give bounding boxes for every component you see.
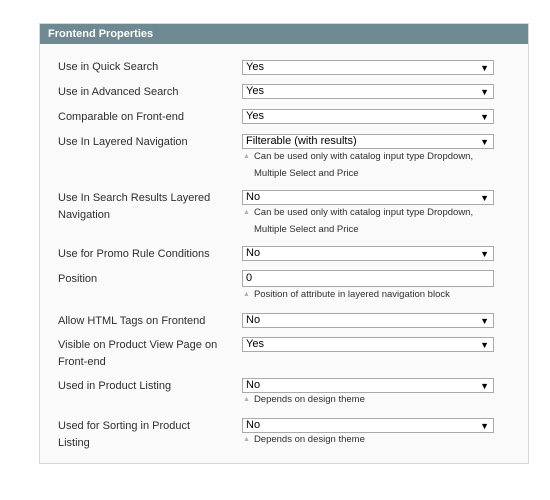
comparable-label: Comparable on Front-end xyxy=(58,111,184,123)
position-input[interactable]: 0 xyxy=(242,270,494,287)
product-listing-value: No xyxy=(246,379,261,391)
note-marker-icon: ▲ xyxy=(243,209,250,216)
advanced-search-label: Use in Advanced Search xyxy=(58,86,179,98)
layered-nav-value: Filterable (with results) xyxy=(246,135,357,147)
product-listing-label: Used in Product Listing xyxy=(58,380,172,392)
note-marker-icon: ▲ xyxy=(243,291,250,298)
chevron-down-icon: ▼ xyxy=(480,381,489,391)
product-listing-select[interactable] xyxy=(242,378,494,393)
comparable-value: Yes xyxy=(246,110,264,122)
layered-nav-note: ▲ Can be used only with catalog input type Dropdown, Multiple Select and Price xyxy=(243,151,474,179)
chevron-down-icon: ▼ xyxy=(480,137,489,147)
chevron-down-icon: ▼ xyxy=(480,63,489,73)
search-layered-nav-note: ▲ Can be used only with catalog input type Dropdown, Multiple Select and Price xyxy=(243,207,474,235)
advanced-search-value: Yes xyxy=(246,85,264,97)
frontend-properties-fieldset xyxy=(39,23,529,464)
note-marker-icon: ▲ xyxy=(243,396,250,403)
quick-search-label: Use in Quick Search xyxy=(58,61,159,73)
html-tags-label: Allow HTML Tags on Frontend xyxy=(58,315,206,327)
note-marker-icon: ▲ xyxy=(243,436,250,443)
sorting-value: No xyxy=(246,419,261,431)
html-tags-value: No xyxy=(246,314,261,326)
promo-rule-value: No xyxy=(246,247,261,259)
sorting-select[interactable] xyxy=(242,418,494,433)
search-layered-nav-value: No xyxy=(246,191,261,203)
visible-on-product-select[interactable] xyxy=(242,337,494,352)
chevron-down-icon: ▼ xyxy=(480,112,489,122)
visible-on-product-value: Yes xyxy=(246,338,264,350)
sorting-note: ▲ Depends on design theme xyxy=(243,434,365,445)
position-note: ▲ Position of attribute in layered navigation block xyxy=(243,289,450,300)
position-label: Position xyxy=(58,273,98,285)
html-tags-select[interactable] xyxy=(242,313,494,328)
layered-nav-label: Use In Layered Navigation xyxy=(58,136,188,148)
chevron-down-icon: ▼ xyxy=(480,87,489,97)
section-title: Frontend Properties xyxy=(40,24,528,44)
quick-search-select[interactable] xyxy=(242,60,494,75)
product-listing-note: ▲ Depends on design theme xyxy=(243,394,365,405)
promo-rule-label: Use for Promo Rule Conditions xyxy=(58,248,210,260)
chevron-down-icon: ▼ xyxy=(480,316,489,326)
promo-rule-select[interactable] xyxy=(242,246,494,261)
quick-search-value: Yes xyxy=(246,61,264,73)
sorting-label: Used for Sorting in Product Listing xyxy=(58,420,191,449)
search-layered-nav-label: Use In Search Results Layered Navigation xyxy=(58,192,211,221)
note-marker-icon: ▲ xyxy=(243,153,250,160)
visible-on-product-label: Visible on Product View Page on Front-end xyxy=(58,339,218,368)
layered-nav-select[interactable] xyxy=(242,134,494,149)
chevron-down-icon: ▼ xyxy=(480,340,489,350)
chevron-down-icon: ▼ xyxy=(480,421,489,431)
search-layered-nav-select[interactable] xyxy=(242,190,494,205)
chevron-down-icon: ▼ xyxy=(480,249,489,259)
advanced-search-select[interactable] xyxy=(242,84,494,99)
comparable-select[interactable] xyxy=(242,109,494,124)
chevron-down-icon: ▼ xyxy=(480,193,489,203)
